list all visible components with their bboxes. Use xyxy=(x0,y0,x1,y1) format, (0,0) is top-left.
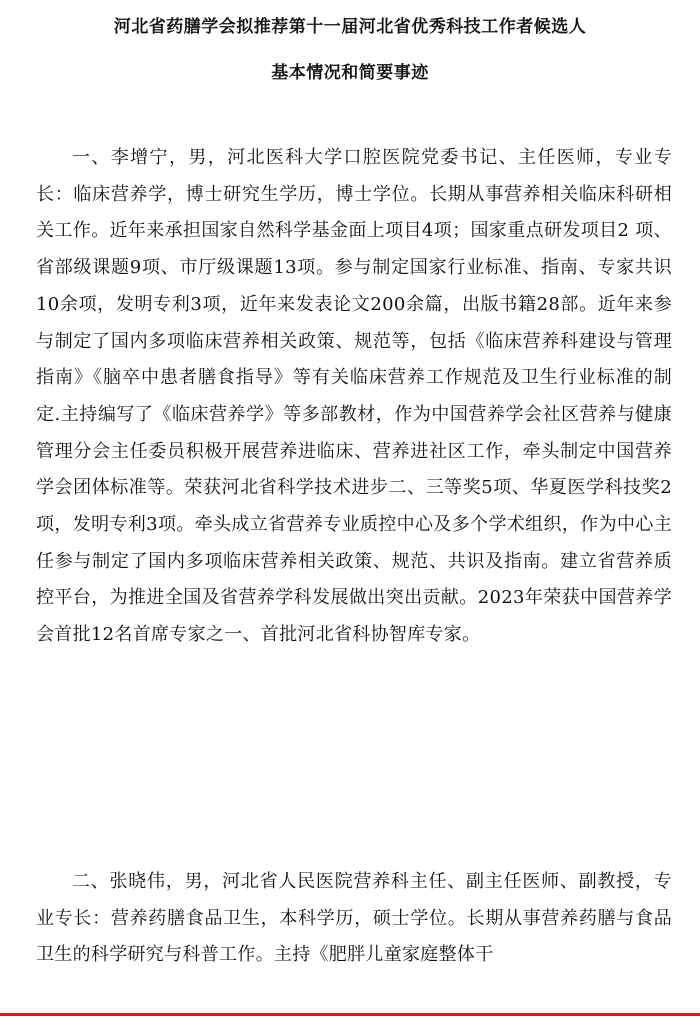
paragraph-candidate-2: 二、张晓伟，男，河北省人民医院营养科主任、副主任医师、副教授，专业专长：营养药膳食品卫生，本科学历，硕士学位。长期从事营养药膳与食品卫生的科学研究与科普工作。主持《肥胖儿童家庭整体干 xyxy=(36,871,672,966)
document-title-line-1: 河北省药膳学会拟推荐第十一届河北省优秀科技工作者候选人 xyxy=(113,17,587,37)
bottom-red-rule xyxy=(0,1013,700,1016)
paragraph-candidate-1: 一、李增宁，男，河北医科大学口腔医院党委书记、主任医师，专业专长：临床营养学，博士研究生学历，博士学位。长期从事营养相关临床科研相关工作。近年来承担国家自然科学基金面上项目4项；国家重点研发项目2 项、省部级课题9项、市厅级课题13项。参与制定国家行业标准、指南、专家共识10余项，发明专利3项，近年来发表论文200余篇，出版书籍28部。近年来参与制定了国内多项临床营养相关政策、规范等，包括《临床营养科建设与管理指南》《脑卒中患者膳食指导》等有关临床营养工作规范及卫生行业标准的制定.主持编写了《临床营养学》等多部教材，作为中国营养学会社区营养与健康管理分会主任委员积极开展营养进临床、营养进社区工作，牵头制定中国营养学会团体标准等。荣获河北省科学技术进步二、三等奖5项、华夏医学科技奖2 项，发明专利3项。牵头成立省营养专业质控中心及多个学术组织，作为中心主任参与制定了国内多项临床营养相关政策、规范、共识及指南。建立省营养质控平台，为推进全国及省营养学科发展做出突出贡献。2023年荣获中国营养学会首批12名首席专家之一、首批河北省科协智库专家。 xyxy=(36,147,672,646)
document-title-line-2: 基本情况和简要事迹 xyxy=(271,63,429,83)
